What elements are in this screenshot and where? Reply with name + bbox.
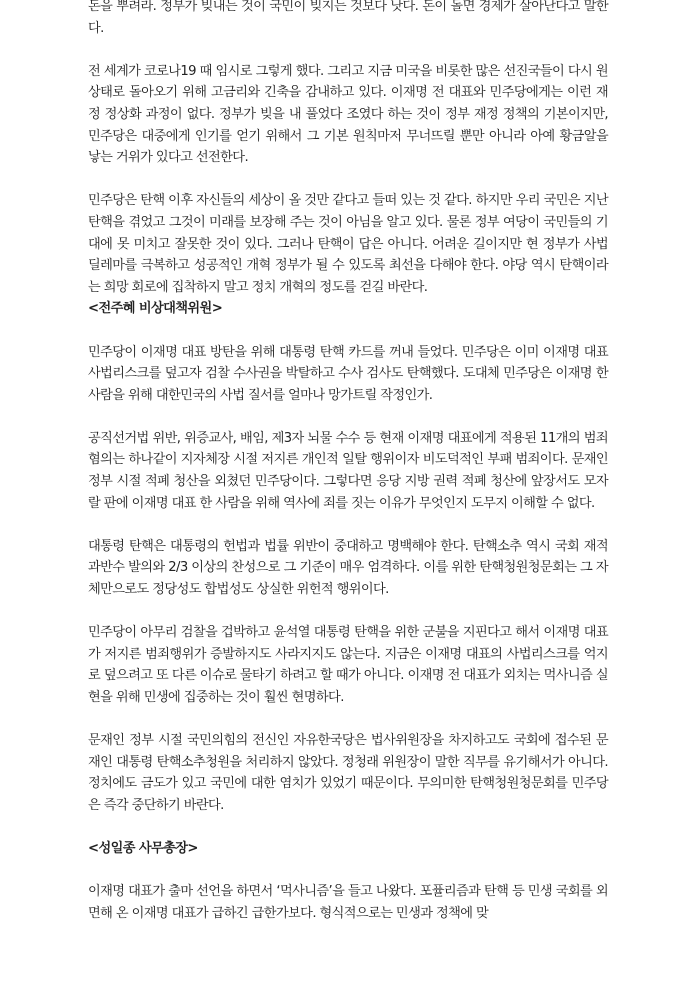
- paragraph-shield: 민주당이 이재명 대표 방탄을 위해 대통령 탄핵 카드를 꺼내 들었다. 민주당은 이미 이재명 대표 사법리스크를 덮고자 검찰 수사권을 박탈하고 수사 검사도 탄핵했다. 도대체 민주당은 이재명 한 사람을 위해 대한민국의 사법 질서를 얼마나 망가트릴 작정인가.: [88, 344, 608, 403]
- paragraph-fiscal-normalization: 전 세계가 코로나19 때 임시로 그렇게 했다. 그리고 지금 미국을 비롯한 많은 선진국들이 다시 원상태로 돌아오기 위해 고금리와 긴축을 감내하고 있다. 이재명 전 대표와 민주당에게는 이런 재정 정상화 과정이 없다. 정부가 빚을 내 풀었다 조였다 하는 것이 정부 재정 정책의 기본이지만, 민주당은 대중에게 인기를 얻기 위해서 그 기본 원칙마저 무너뜨릴 뿐만 아니라 아예 황금알을 낳는 거위가 있다고 선전한다.: [88, 63, 608, 166]
- paragraph-hearing: 문재인 정부 시절 국민의힘의 전신인 자유한국당은 법사위원장을 차지하고도 국회에 접수된 문재인 대통령 탄핵소추청원을 처리하지 않았다. 정청래 위원장이 말한 직무를 유기해서가 아니다. 정치에도 금도가 있고 국민에 대한 염치가 있었기 때문이다. 무의미한 탄핵청원청문회를 민주당은 즉각 중단하기 바란다.: [88, 733, 608, 813]
- paragraph-prosecution: 민주당이 아무리 검찰을 겁박하고 윤석열 대통령 탄핵을 위한 군불을 지핀다고 해서 이재명 대표가 저지른 범죄행위가 증발하지도 사라지지도 않는다. 지금은 이재명 대표의 사법리스크를 억지로 덮으려고 또 다른 이슈로 물타기 하려고 할 때가 아니다. 이재명 전 대표가 외치는 먹사니즘 실현을 위해 민생에 집중하는 것이 훨씬 현명하다.: [88, 625, 608, 705]
- paragraph-impeachment-criteria: 대통령 탄핵은 대통령의 헌법과 법률 위반이 중대하고 명백해야 한다. 탄핵소추 역시 국회 재적 과반수 발의와 2/3 이상의 찬성으로 그 기준이 매우 엄격하다. 이를 위한 탄핵청원청문회는 그 자체만으로도 정당성도 합법성도 상실한 위헌적 행위이다.: [88, 538, 608, 598]
- speaker-heading-jeon: <전주혜 비상대책위원>: [88, 301, 223, 317]
- speaker-heading-seong: <성일종 사무총장>: [88, 841, 198, 857]
- paragraph-meoksanism: 이재명 대표가 출마 선언을 하면서 ‘먹사니즘’을 들고 나왔다. 포퓰리즘과 탄핵 등 민생 국회를 외면해 온 이재명 대표가 급하긴 급한가보다. 형식적으로는 민생과 정책에 맞: [88, 884, 608, 921]
- paragraph-impeachment-hope: 민주당은 탄핵 이후 자신들의 세상이 올 것만 같다고 들떠 있는 것 같다. 하지만 우리 국민은 지난 탄핵을 겪었고 그것이 미래를 보장해 주는 것이 아님을 알고 있다. 물론 정부 여당이 국민들의 기대에 못 미치고 잘못한 것이 있다. 그러나 탄핵이 답은 아니다. 어려운 길이지만 현 정부가 사법 딜레마를 극복하고 성공적인 개혁 정부가 될 수 있도록 최선을 다해야 한다. 야당 역시 탄핵이라는 희망 회로에 집착하지 말고 정치 개혁의 정도를 걷길 바란다.: [88, 193, 608, 295]
- paragraph-money: 돈을 뿌려라. 정부가 빚내는 것이 국민이 빚지는 것보다 낫다. 돈이 돌면 경제가 살아난다고 말한다.: [88, 0, 608, 36]
- document-body: [88, 0, 608, 946]
- paragraph-charges: 공직선거법 위반, 위증교사, 배임, 제3자 뇌물 수수 등 현재 이재명 대표에게 적용된 11개의 범죄 혐의는 하나같이 지자체장 시절 저지른 개인적 일탈 행위이자 비도덕적인 부패 범죄이다. 문재인 정부 시절 적폐 청산을 외쳤던 민주당이다. 그렇다면 응당 지방 권력 적폐 청산에 앞장서도 모자랄 판에 이재명 대표 한 사람을 위해 역사에 죄를 짓는 이유가 무엇인지 도무지 이해할 수 없다.: [88, 430, 608, 511]
